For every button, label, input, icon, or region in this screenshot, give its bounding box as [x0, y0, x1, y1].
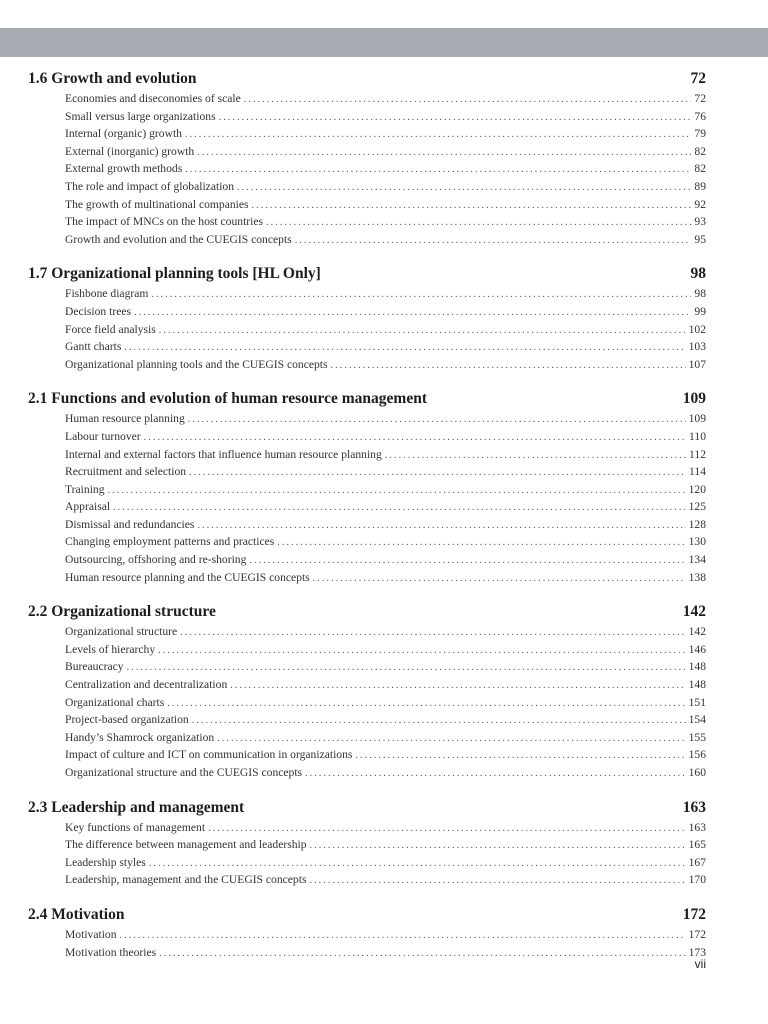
entry-page-number: 160 [688, 766, 706, 779]
dot-leader [151, 289, 691, 300]
entry-page-number: 165 [688, 838, 706, 852]
entry-title: External (inorganic) growth [65, 144, 195, 158]
entry-title: Force field analysis [65, 322, 156, 336]
toc-entry [65, 340, 706, 358]
entry-title: Fishbone diagram [65, 287, 149, 301]
section-heading-text [28, 799, 244, 817]
toc-entry [65, 571, 706, 589]
table-of-contents [28, 70, 706, 978]
toc-section [28, 70, 706, 250]
entry-title: Training [65, 482, 105, 496]
section-title: Motivation [51, 905, 125, 923]
toc-entry [65, 323, 706, 341]
entry-title: Growth and evolution and the CUEGIS concepts [65, 232, 292, 246]
dot-leader [185, 164, 691, 175]
entry-title: The role and impact of globalization [65, 179, 235, 193]
dot-leader [108, 485, 686, 496]
toc-entry [65, 643, 706, 661]
entry-page-number: 82 [694, 162, 706, 176]
entry-title: Handy’s Shamrock organization [65, 730, 215, 744]
dot-leader [197, 520, 685, 531]
dot-leader [237, 182, 691, 193]
section-heading [28, 906, 706, 928]
dot-leader [124, 342, 685, 353]
toc-entry [65, 198, 706, 216]
dot-leader [120, 930, 686, 941]
dot-leader [355, 750, 685, 761]
entry-page-number: 79 [694, 127, 706, 141]
section-page-number: 142 [682, 603, 706, 621]
section-title: Leadership and management [51, 798, 245, 816]
entry-title: Key functions of management [65, 820, 206, 834]
section-title: Growth and evolution [51, 70, 197, 87]
toc-entry [65, 483, 706, 501]
dot-leader [244, 94, 692, 105]
toc-entry [65, 766, 706, 784]
toc-entry [65, 731, 706, 749]
section-heading [28, 390, 706, 412]
dot-leader [158, 645, 685, 656]
toc-entry [65, 233, 706, 251]
entry-page-number: 125 [688, 500, 706, 514]
toc-entry [65, 873, 706, 891]
dot-leader [230, 680, 685, 691]
dot-leader [331, 360, 686, 371]
entry-page-number: 82 [694, 144, 706, 158]
entry-title: Dismissal and redundancies [65, 517, 195, 531]
section-heading-text [28, 603, 216, 621]
toc-entry [65, 92, 706, 110]
dot-leader [219, 112, 692, 123]
entry-title: Levels of hierarchy [65, 642, 156, 656]
section-page-number: 172 [682, 905, 706, 923]
section-number: 1.6 [28, 70, 48, 87]
entry-page-number: 99 [694, 304, 706, 318]
entry-list [65, 287, 706, 375]
section-title: Functions and evolution of human resource management [51, 390, 428, 408]
entry-page-number: 107 [688, 357, 706, 371]
entry-page-number: 167 [688, 855, 706, 869]
section-heading [28, 799, 706, 821]
dot-leader [188, 414, 686, 425]
entry-title: The impact of MNCs on the host countries [65, 215, 264, 229]
section-number: 2.4 [28, 905, 48, 923]
entry-title: Outsourcing, offshoring and re-shoring [65, 553, 247, 567]
entry-page-number: 72 [694, 92, 706, 105]
toc-entry [65, 448, 706, 466]
entry-page-number: 172 [688, 927, 706, 941]
dot-leader [127, 662, 686, 673]
toc-entry [65, 625, 706, 643]
section-title: Organizational planning tools [HL Only] [51, 265, 321, 283]
entry-page-number: 98 [694, 287, 706, 301]
page-number: vii [694, 957, 706, 971]
toc-entry [65, 821, 706, 839]
entry-title: Small versus large organizations [65, 109, 216, 123]
dot-leader [144, 432, 686, 443]
toc-entry [65, 696, 706, 714]
header-band [0, 28, 768, 57]
entry-page-number: 173 [688, 945, 706, 959]
entry-title: Changing employment patterns and practices [65, 535, 275, 549]
entry-page-number: 130 [688, 535, 706, 549]
section-heading [28, 70, 706, 92]
entry-title: Motivation theories [65, 945, 157, 959]
entry-page-number: 148 [688, 660, 706, 674]
toc-section [28, 265, 706, 375]
toc-entry [65, 358, 706, 376]
toc-entry [65, 412, 706, 430]
entry-page-number: 110 [689, 429, 706, 443]
toc-entry [65, 500, 706, 518]
section-title: Organizational structure [51, 603, 216, 621]
dot-leader [197, 147, 691, 158]
toc-entry [65, 287, 706, 305]
entry-list [65, 625, 706, 783]
entry-title: The difference between management and leadership [65, 838, 307, 852]
toc-entry [65, 518, 706, 536]
section-number: 2.2 [28, 603, 48, 621]
entry-title: Labour turnover [65, 429, 141, 443]
section-page-number: 109 [682, 390, 706, 408]
toc-entry [65, 946, 706, 964]
entry-page-number: 76 [694, 109, 706, 123]
entry-page-number: 120 [688, 482, 706, 496]
section-number: 1.7 [28, 265, 48, 283]
entry-page-number: 155 [688, 730, 706, 744]
entry-title: Organizational structure [65, 625, 178, 639]
dot-leader [313, 573, 686, 584]
section-number: 2.1 [28, 390, 48, 408]
section-heading [28, 265, 706, 287]
section-heading-text [28, 265, 321, 283]
dot-leader [208, 823, 686, 834]
toc-entry [65, 838, 706, 856]
dot-leader [252, 200, 692, 211]
toc-entry [65, 713, 706, 731]
toc-entry [65, 856, 706, 874]
dot-leader [295, 235, 692, 246]
entry-title: Impact of culture and ICT on communication in organizations [65, 748, 353, 762]
entry-title: Decision trees [65, 304, 131, 318]
entry-page-number: 134 [688, 553, 706, 567]
section-heading [28, 603, 706, 625]
entry-page-number: 95 [694, 232, 706, 246]
toc-section [28, 906, 706, 963]
dot-leader [189, 467, 686, 478]
dot-leader [310, 840, 686, 851]
entry-title: Human resource planning [65, 412, 185, 426]
dot-leader [113, 502, 686, 513]
dot-leader [385, 450, 686, 461]
entry-title: Internal and external factors that influence human resource planning [65, 447, 382, 461]
entry-page-number: 102 [688, 322, 706, 336]
dot-leader [277, 537, 685, 548]
toc-entry [65, 145, 706, 163]
entry-page-number: 170 [688, 873, 706, 887]
entry-title: Motivation [65, 927, 117, 941]
dot-leader [249, 555, 685, 566]
entry-title: Leadership styles [65, 855, 146, 869]
toc-entry [65, 535, 706, 553]
dot-leader [217, 733, 685, 744]
section-page-number: 98 [690, 265, 706, 283]
section-heading-text [28, 906, 124, 924]
dot-leader [134, 307, 691, 318]
dot-leader [159, 325, 686, 336]
entry-title: External growth methods [65, 162, 183, 176]
entry-page-number: 142 [688, 625, 706, 639]
dot-leader [192, 715, 686, 726]
entry-page-number: 92 [694, 197, 706, 211]
entry-page-number: 154 [688, 713, 706, 727]
entry-title: Economies and diseconomies of scale [65, 92, 241, 105]
entry-title: Appraisal [65, 500, 111, 514]
toc-entry [65, 305, 706, 323]
toc-entry [65, 553, 706, 571]
dot-leader [180, 627, 685, 638]
entry-title: Organizational planning tools and the CUEGIS concepts [65, 357, 328, 371]
entry-list [65, 92, 706, 250]
toc-entry [65, 110, 706, 128]
entry-page-number: 114 [689, 465, 706, 479]
section-page-number: 72 [690, 70, 706, 87]
toc-entry [65, 465, 706, 483]
toc-section [28, 390, 706, 588]
entry-title: Organizational charts [65, 695, 165, 709]
toc-section [28, 603, 706, 783]
entry-list [65, 821, 706, 891]
dot-leader [305, 768, 686, 779]
entry-title: Leadership, management and the CUEGIS concepts [65, 873, 307, 887]
dot-leader [266, 217, 691, 228]
toc-section [28, 799, 706, 891]
entry-page-number: 128 [688, 517, 706, 531]
dot-leader [309, 875, 685, 886]
entry-list [65, 412, 706, 588]
entry-page-number: 112 [689, 447, 706, 461]
entry-page-number: 156 [688, 748, 706, 762]
dot-leader [159, 948, 685, 959]
toc-entry [65, 180, 706, 198]
entry-title: The growth of multinational companies [65, 197, 249, 211]
section-number: 2.3 [28, 798, 48, 816]
dot-leader [167, 698, 685, 709]
entry-title: Gantt charts [65, 340, 122, 354]
entry-title: Organizational structure and the CUEGIS concepts [65, 766, 303, 779]
toc-entry [65, 660, 706, 678]
dot-leader [149, 858, 686, 869]
entry-title: Project-based organization [65, 713, 189, 727]
entry-page-number: 109 [688, 412, 706, 426]
entry-page-number: 89 [694, 179, 706, 193]
entry-title: Internal (organic) growth [65, 127, 182, 141]
section-heading-text [28, 390, 427, 408]
toc-entry [65, 215, 706, 233]
section-page-number: 163 [682, 798, 706, 816]
toc-entry [65, 678, 706, 696]
toc-entry [65, 430, 706, 448]
toc-entry [65, 748, 706, 766]
toc-entry [65, 162, 706, 180]
entry-page-number: 103 [688, 340, 706, 354]
entry-list [65, 928, 706, 963]
entry-title: Bureaucracy [65, 660, 124, 674]
entry-page-number: 151 [688, 695, 706, 709]
entry-page-number: 146 [688, 642, 706, 656]
dot-leader [185, 129, 691, 140]
section-heading-text [28, 70, 197, 88]
toc-entry [65, 928, 706, 946]
entry-title: Recruitment and selection [65, 465, 187, 479]
entry-page-number: 138 [688, 570, 706, 584]
entry-title: Centralization and decentralization [65, 678, 228, 692]
entry-page-number: 163 [688, 820, 706, 834]
toc-entry [65, 127, 706, 145]
entry-title: Human resource planning and the CUEGIS concepts [65, 570, 310, 584]
entry-page-number: 148 [688, 678, 706, 692]
entry-page-number: 93 [694, 215, 706, 229]
